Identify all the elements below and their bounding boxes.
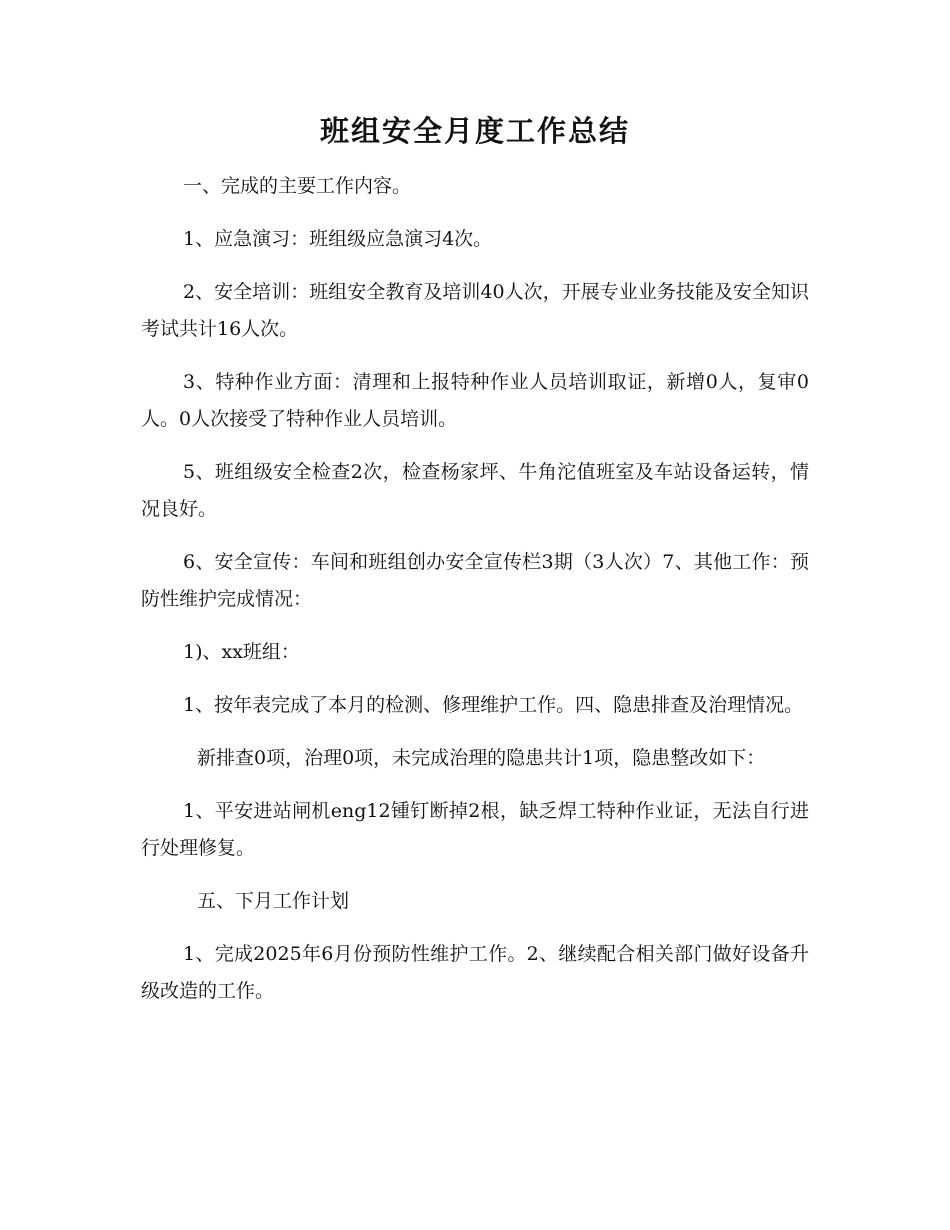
paragraph-section-five: 五、下月工作计划 xyxy=(197,890,350,912)
paragraph-maintenance: 1、按年表完成了本月的检测、修理维护工作。四、隐患排查及治理情况。 xyxy=(183,694,804,716)
paragraph-next-month-plan: 1、完成2025年6月份预防性维护工作。2、继续配合相关部门做好设备升级改造的工作。 xyxy=(141,943,809,1002)
paragraph-hazard-item: 1、平安进站闸机eng12锺钉断掉2根，缺乏焊工特种作业证，无法自行进行处理修复。 xyxy=(141,800,809,859)
document-body xyxy=(141,168,809,1026)
paragraph-safety-inspection: 5、班组级安全检查2次，检查杨家坪、牛角沱值班室及车站设备运转，情况良好。 xyxy=(141,461,809,520)
paragraph-team-label: 1)、xx班组： xyxy=(183,641,300,663)
document-title: 班组安全月度工作总结 xyxy=(319,114,630,148)
paragraph-safety-publicity: 6、安全宣传：车间和班组创办安全宣传栏3期（3人次）7、其他工作：预防性维护完成情况： xyxy=(141,551,809,610)
paragraph-hazard-stats: 新排查0项，治理0项，未完成治理的隐患共计1项，隐患整改如下： xyxy=(197,747,766,769)
paragraph-special-operations: 3、特种作业方面：清理和上报特种作业人员培训取证，新增0人，复审0人。0人次接受了特种作业人员培训。 xyxy=(141,371,809,430)
paragraph-section-one: 一、完成的主要工作内容。 xyxy=(183,175,412,197)
paragraph-safety-training: 2、安全培训：班组安全教育及培训40人次，开展专业业务技能及安全知识考试共计16人次。 xyxy=(141,281,809,340)
paragraph-emergency-drill: 1、应急演习：班组级应急演习4次。 xyxy=(183,228,493,250)
